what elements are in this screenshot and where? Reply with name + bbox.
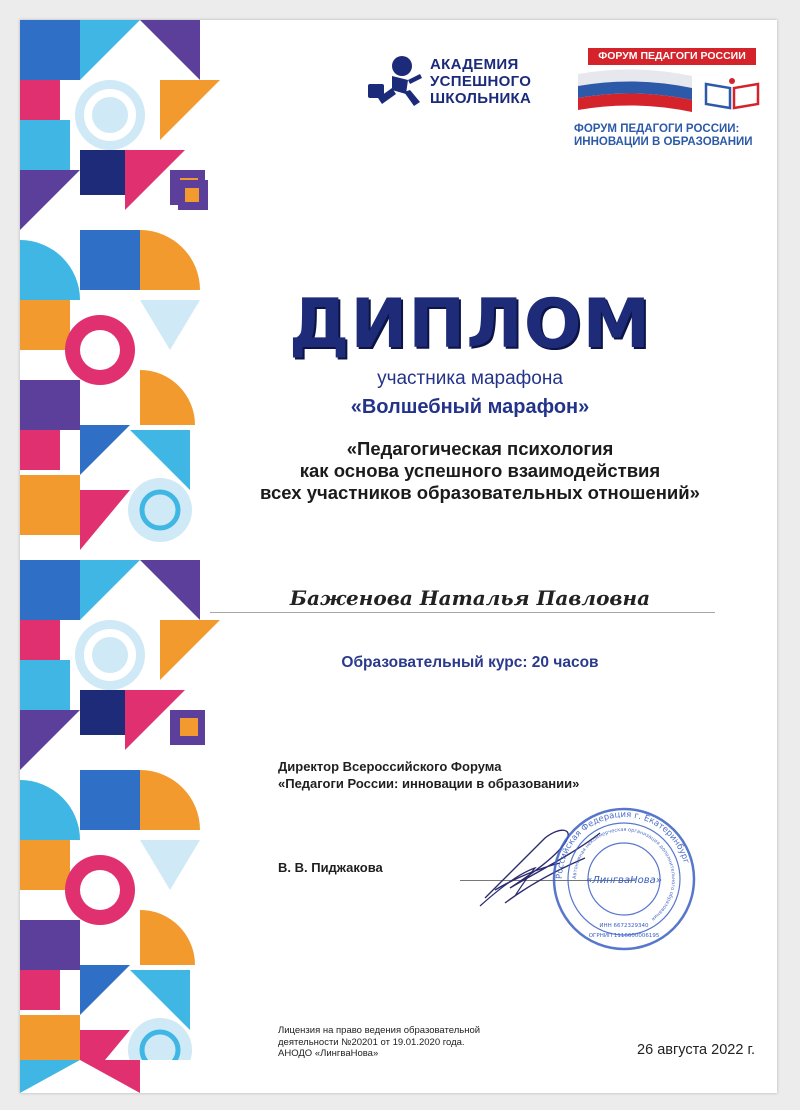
course-topic <box>210 438 750 504</box>
organization-stamp <box>550 805 698 953</box>
academy-logo-text <box>430 56 531 107</box>
stamp-inner-text: Автономная некоммерческая организация дополнительного образования <box>571 826 677 922</box>
license-line: деятельности №20201 от 19.01.2020 года. <box>278 1036 465 1048</box>
diploma-title: ДИПЛОМ <box>288 285 652 364</box>
course-hours: Образовательный курс: 20 часов <box>341 654 599 671</box>
stamp-inn: ИНН 6672329340 <box>599 923 649 929</box>
stamp-outer-text: Российская Федерация г. Екатеринбург <box>554 809 692 880</box>
forum-logo <box>574 48 774 158</box>
license-line: Лицензия на право ведения образовательной <box>278 1025 481 1036</box>
signatory-role-line: «Педагоги России: инновации в образовании» <box>278 776 580 791</box>
signatory-role-line: Директор Всероссийского Форума <box>278 759 502 774</box>
signatory-name: В. В. Пиджакова <box>278 860 383 875</box>
topic-line: как основа успешного взаимодействия <box>299 460 661 481</box>
topic-line: всех участников образовательных отношений» <box>260 482 700 503</box>
academy-logo-line: УСПЕШНОГО <box>430 73 532 90</box>
forum-caption-line: ИННОВАЦИИ В ОБРАЗОВАНИИ <box>574 136 753 148</box>
signatory-role <box>278 758 698 792</box>
diploma-page <box>20 20 777 1093</box>
marathon-name: «Волшебный марафон» <box>350 396 590 418</box>
forum-caption-line: ФОРУМ ПЕДАГОГИ РОССИИ: <box>574 123 740 135</box>
stamp-center-text: «ЛингваНова» <box>586 875 662 886</box>
recipient-underline <box>210 612 715 613</box>
forum-logo-caption <box>574 123 774 149</box>
open-book-icon <box>702 74 762 114</box>
issue-date: 26 августа 2022 г. <box>637 1042 755 1058</box>
academy-logo-line: АКАДЕМИЯ <box>430 56 519 73</box>
geometric-ornament <box>20 20 220 1093</box>
recipient-name: Баженова Наталья Павловна <box>289 586 651 610</box>
running-student-icon <box>362 54 426 110</box>
topic-line: «Педагогическая психология <box>346 438 614 459</box>
license-text <box>278 1025 538 1060</box>
license-line: АНОДО «ЛингваНова» <box>278 1048 379 1059</box>
forum-logo-banner: ФОРУМ ПЕДАГОГИ РОССИИ <box>588 48 756 65</box>
diploma-subtitle: участника марафона <box>377 368 563 389</box>
stamp-ogrn: ОГРНИП 1116600006195 <box>588 933 660 939</box>
academy-logo-line: ШКОЛЬНИКА <box>430 90 532 107</box>
academy-logo <box>362 50 562 120</box>
